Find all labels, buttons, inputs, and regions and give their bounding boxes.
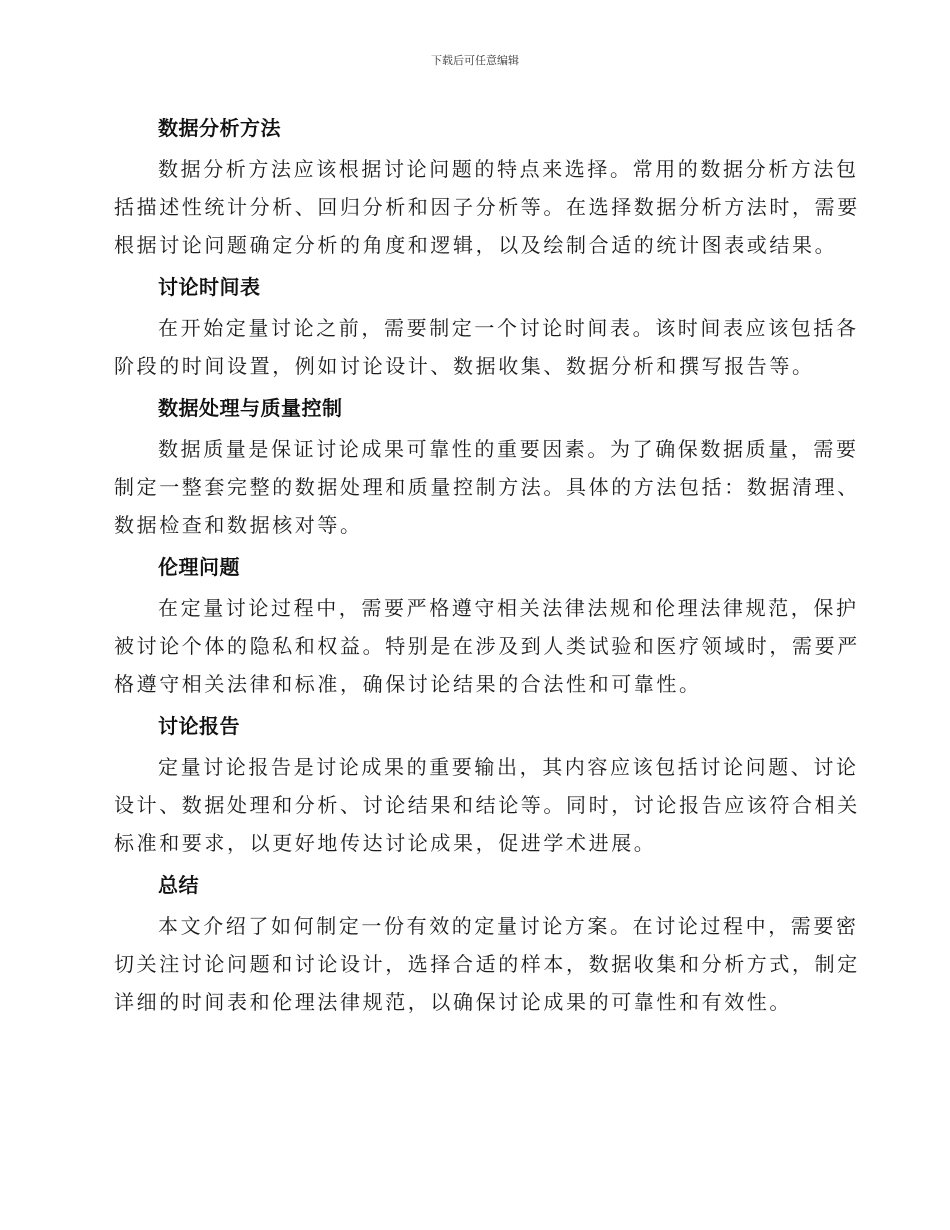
paragraph-line: 设计、数据处理和分析、讨论结果和结论等。同时，讨论报告应该符合相关 xyxy=(114,793,860,817)
section-paragraph xyxy=(114,907,860,1021)
paragraph-line: 根据讨论问题确定分析的角度和逻辑，以及绘制合适的统计图表或结果。 xyxy=(114,233,838,257)
paragraph-line: 括描述性统计分析、回归分析和因子分析等。在选择数据分析方法时，需要 xyxy=(114,195,860,219)
paragraph-line: 标准和要求，以更好地传达讨论成果，促进学术进展。 xyxy=(114,831,657,855)
paragraph-line: 数据分析方法应该根据讨论问题的特点来选择。常用的数据分析方法包 xyxy=(158,157,859,181)
paragraph-line: 被讨论个体的隐私和权益。特别是在涉及到人类试验和医疗领域时，需要严 xyxy=(114,634,860,658)
section-data-analysis-methods xyxy=(114,110,860,264)
section-paragraph xyxy=(114,430,860,544)
paragraph-line: 阶段的时间设置，例如讨论设计、数据收集、数据分析和撰写报告等。 xyxy=(114,354,815,378)
document-body xyxy=(114,110,860,1026)
paragraph-line: 详细的时间表和伦理法律规范，以确保讨论成果的可靠性和有效性。 xyxy=(114,990,792,1014)
paragraph-line: 切关注讨论问题和讨论设计，选择合适的样本，数据收集和分析方式，制定 xyxy=(114,952,860,976)
section-heading: 伦理问题 xyxy=(158,555,240,579)
section-heading: 数据处理与质量控制 xyxy=(158,396,343,420)
section-data-processing-quality-control xyxy=(114,390,860,544)
paragraph-line: 格遵守相关法律和标准，确保讨论结果的合法性和可靠性。 xyxy=(114,672,702,696)
paragraph-line: 在定量讨论过程中，需要严格遵守相关法律法规和伦理法律规范，保护 xyxy=(158,596,859,620)
paragraph-line: 数据质量是保证讨论成果可靠性的重要因素。为了确保数据质量，需要 xyxy=(158,437,859,461)
section-paragraph xyxy=(114,748,860,862)
paragraph-line: 定量讨论报告是讨论成果的重要输出，其内容应该包括讨论问题、讨论 xyxy=(158,755,859,779)
section-paragraph xyxy=(114,589,860,703)
paragraph-line: 在开始定量讨论之前，需要制定一个讨论时间表。该时间表应该包括各 xyxy=(158,316,859,340)
paragraph-line: 制定一整套完整的数据处理和质量控制方法。具体的方法包括：数据清理、 xyxy=(114,475,860,499)
paragraph-line: 数据检查和数据核对等。 xyxy=(114,513,363,537)
section-heading: 数据分析方法 xyxy=(158,116,281,140)
page-header-note: 下载后可任意编辑 xyxy=(431,54,519,67)
section-heading: 讨论报告 xyxy=(158,714,240,738)
section-paragraph xyxy=(114,150,860,264)
section-report xyxy=(114,708,860,862)
section-schedule xyxy=(114,269,859,385)
section-heading: 总结 xyxy=(158,873,199,897)
paragraph-line: 本文介绍了如何制定一份有效的定量讨论方案。在讨论过程中，需要密 xyxy=(158,914,859,938)
section-heading: 讨论时间表 xyxy=(158,275,261,299)
section-paragraph xyxy=(114,309,859,385)
section-summary xyxy=(114,867,860,1021)
section-ethics xyxy=(114,549,860,703)
